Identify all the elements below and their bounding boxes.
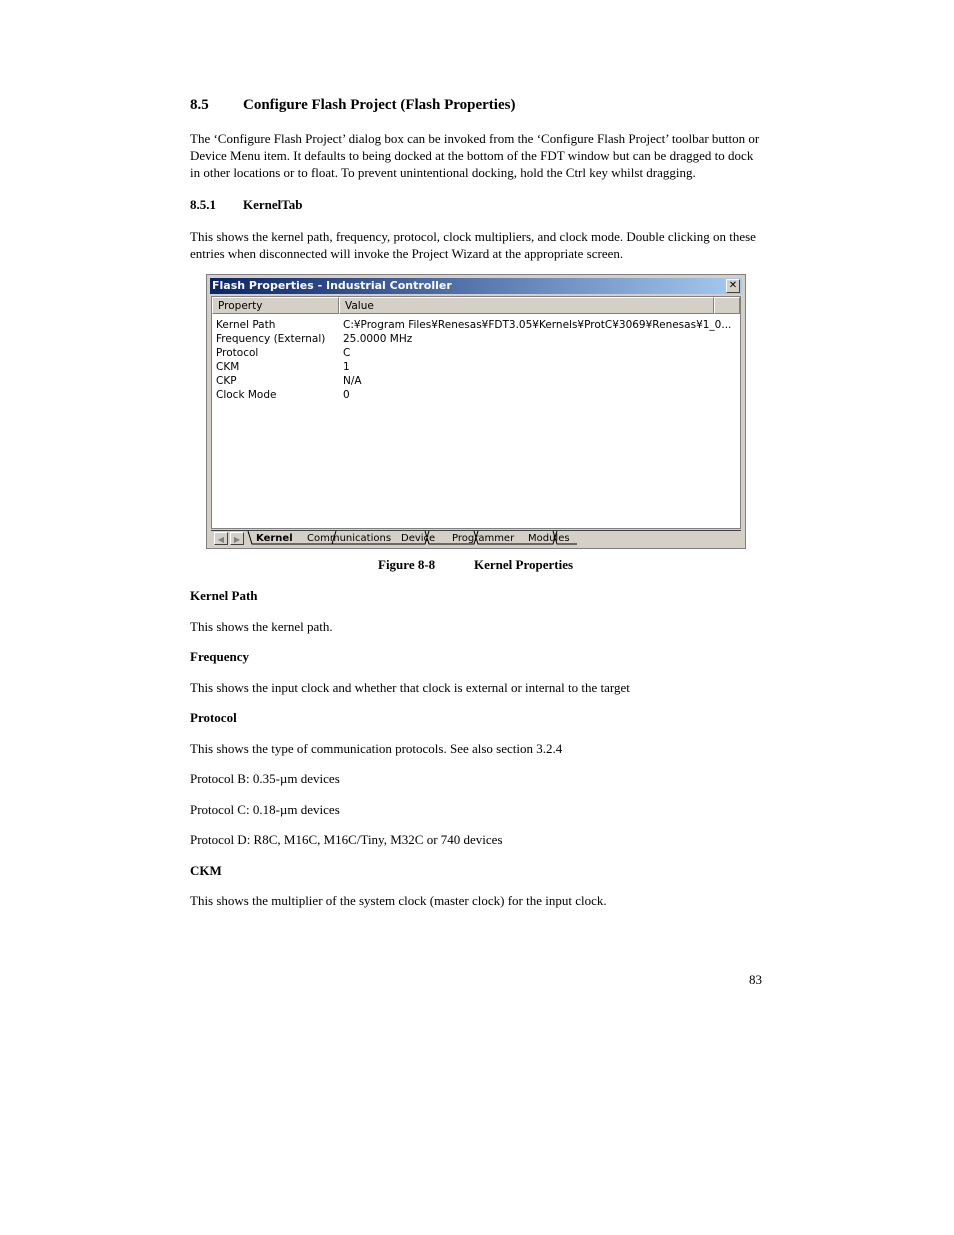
subsection-paragraph: This shows the kernel path, frequency, protocol, clock multipliers, and clock mode. Double clicking on these entries when disconnected will invoke the Project Wizard at the appropriate screen. [190,229,756,261]
subsection-title: KernelTab [243,197,303,212]
flash-properties-dialog [206,274,746,549]
row-property: Kernel Path [216,319,276,331]
tab-scroll-left-icon[interactable]: ◀ [214,532,228,545]
protocol-heading: Protocol [190,710,237,725]
row-property: Frequency (External) [216,333,326,345]
row-value: 1 [343,361,350,373]
row-value: 0 [343,389,350,401]
tab-programmer[interactable]: Programmer [452,533,515,544]
figure-caption: Kernel Properties [474,557,574,572]
intro-paragraph: The ‘Configure Flash Project’ dialog box can be invoked from the ‘Configure Flash Project’ toolbar button or Device Menu item. It defaults to being docked at the bottom of the FDT window but can be dragged to dock in other locations or to float. To prevent unintentional docking, hold the Ctrl key whilst dragging. [190,131,760,180]
ckm-text: This shows the multiplier of the system clock (master clock) for the input clock. [190,893,607,908]
tab-bar [211,530,741,547]
row-value: N/A [343,375,362,387]
section-heading [190,97,515,114]
column-header-property[interactable]: Property [212,297,339,314]
list-item: Protocol C: 0.18-µm devices [190,802,340,817]
subsection-heading [190,197,302,213]
page-number: 83 [749,972,762,987]
row-property: CKM [216,361,240,373]
row-property: CKP [216,375,237,387]
section-number: 8.5 [190,97,209,113]
protocol-text: This shows the type of communication protocols. See also section 3.2.4 [190,741,563,756]
frequency-heading: Frequency [190,649,249,664]
dialog-title: Flash Properties - Industrial Controller [212,279,452,292]
subsection-number: 8.5.1 [190,197,216,212]
list-item: Protocol B: 0.35-µm devices [190,771,340,786]
tab-modules[interactable]: Modules [528,533,570,544]
row-value: C [343,347,351,359]
properties-list [211,296,741,529]
column-header-value[interactable]: Value [339,297,714,314]
row-value: C:¥Program Files¥Renesas¥FDT3.05¥Kernels¥ProtC¥3069¥Renesas¥1_0... [343,319,732,331]
dialog-titlebar[interactable] [210,278,742,294]
kernel-path-text: This shows the kernel path. [190,619,333,634]
row-property: Clock Mode [216,389,277,401]
row-value: 25.0000 MHz [343,333,413,345]
tab-scroll-right-icon[interactable]: ▶ [230,532,244,545]
figure-label: Figure 8-8 [378,557,436,572]
list-header [212,297,740,314]
section-title: Configure Flash Project (Flash Properties) [243,97,516,113]
frequency-text: This shows the input clock and whether that clock is external or internal to the target [190,680,630,695]
list-item: Protocol D: R8C, M16C, M16C/Tiny, M32C or 740 devices [190,832,503,847]
close-icon[interactable]: ✕ [726,279,740,293]
tab-kernel[interactable]: Kernel [256,533,293,544]
ckm-heading: CKM [190,863,222,878]
tab-communications[interactable]: Communications [307,533,392,544]
tab-device[interactable]: Device [401,533,436,544]
kernel-path-heading: Kernel Path [190,588,258,603]
row-property: Protocol [216,347,259,359]
column-header-filler [714,297,740,314]
